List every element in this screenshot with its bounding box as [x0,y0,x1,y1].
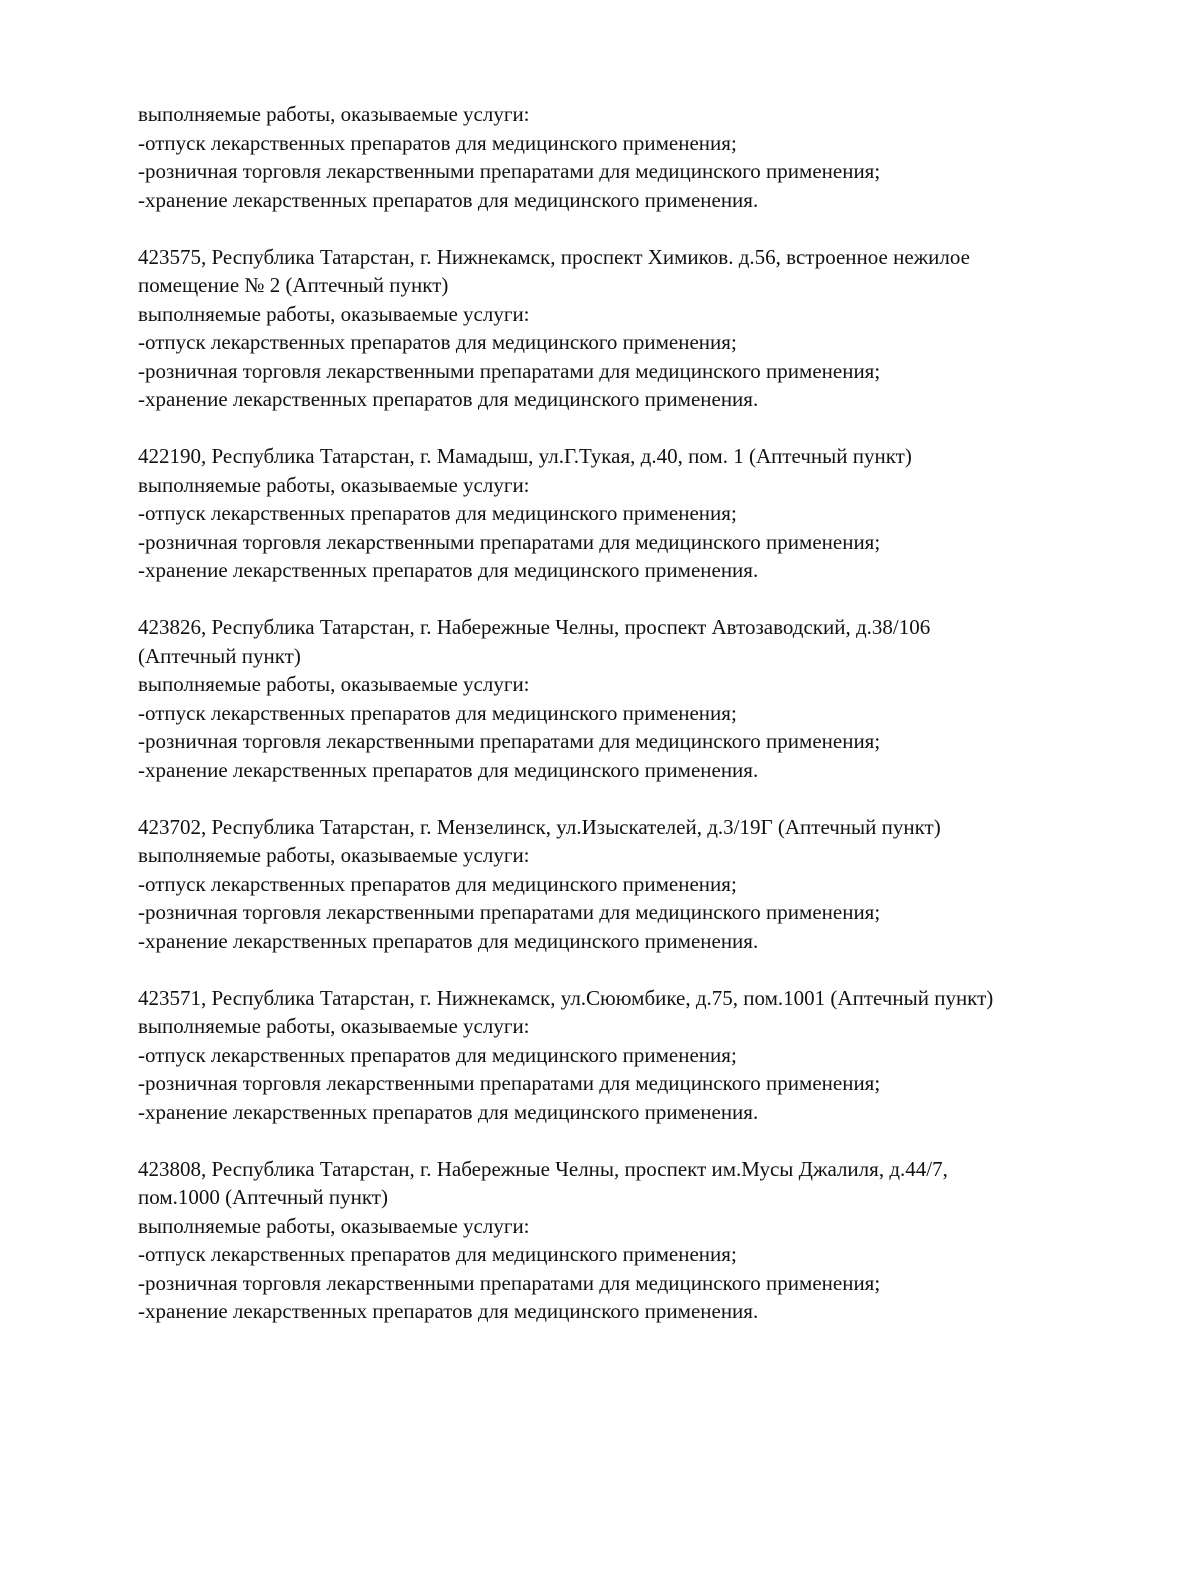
address-line: 423826, Республика Татарстан, г. Набережные Челны, проспект Автозаводский, д.38/106 [138,615,931,639]
intro-line: выполняемые работы, оказываемые услуги: [138,102,530,126]
service-item: -розничная торговля лекарственными препаратами для медицинского применения; [138,1270,881,1295]
document-page [138,100,1138,1354]
address-block-6 [138,1155,1138,1326]
address-line: помещение № 2 (Аптечный пункт) [138,273,449,297]
intro-services-block [138,100,1138,214]
services-heading: выполняемые работы, оказываемые услуги: [138,672,530,696]
address-line: 423575, Республика Татарстан, г. Нижнекамск, проспект Химиков. д.56, встроенное нежилое [138,244,970,269]
service-item: -хранение лекарственных препаратов для медицинского применения. [138,928,759,953]
address-block-4 [138,813,1138,956]
services-heading: выполняемые работы, оказываемые услуги: [138,472,530,497]
service-item: -розничная торговля лекарственными препаратами для медицинского применения; [138,1071,881,1095]
services-heading: выполняемые работы, оказываемые услуги: [138,1213,530,1238]
service-item: -отпуск лекарственных препаратов для медицинского применения; [138,1042,737,1067]
service-item: -отпуск лекарственных препаратов для медицинского применения; [138,700,737,725]
service-item: -розничная торговля лекарственными препаратами для медицинского применения; [138,529,881,554]
intro-line: -отпуск лекарственных препаратов для медицинского применения; [138,130,737,155]
address-line: 423808, Республика Татарстан, г. Набережные Челны, проспект им.Мусы Джалиля, д.44/7, [138,1156,948,1181]
service-item: -хранение лекарственных препаратов для медицинского применения. [138,1099,759,1124]
service-item: -розничная торговля лекарственными препаратами для медицинского применения; [138,729,881,753]
intro-line: -розничная торговля лекарственными препаратами для медицинского применения; [138,159,881,183]
service-item: -хранение лекарственных препаратов для медицинского применения. [138,387,759,411]
service-item: -отпуск лекарственных препаратов для медицинского применения; [138,330,737,354]
address-line: пом.1000 (Аптечный пункт) [138,1185,388,1209]
services-heading: выполняемые работы, оказываемые услуги: [138,301,530,326]
service-item: -отпуск лекарственных препаратов для медицинского применения; [138,871,737,896]
address-block-3 [138,613,1138,784]
address-line: (Аптечный пункт) [138,643,301,668]
address-block-5 [138,984,1138,1127]
address-block-2 [138,442,1138,585]
services-heading: выполняемые работы, оказываемые услуги: [138,843,530,867]
service-item: -хранение лекарственных препаратов для медицинского применения. [138,1299,759,1323]
service-item: -хранение лекарственных препаратов для медицинского применения. [138,558,759,582]
service-item: -розничная торговля лекарственными препаратами для медицинского применения; [138,358,881,383]
service-item: -хранение лекарственных препаратов для медицинского применения. [138,757,759,782]
address-line: 422190, Республика Татарстан, г. Мамадыш, ул.Г.Тукая, д.40, пом. 1 (Аптечный пункт) [138,444,912,468]
service-item: -отпуск лекарственных препаратов для медицинского применения; [138,501,737,525]
address-block-1 [138,243,1138,414]
service-item: -отпуск лекарственных препаратов для медицинского применения; [138,1242,737,1266]
intro-line: -хранение лекарственных препаратов для медицинского применения. [138,187,759,212]
address-line: 423702, Республика Татарстан, г. Мензелинск, ул.Изыскателей, д.3/19Г (Аптечный пункт) [138,814,941,839]
services-heading: выполняемые работы, оказываемые услуги: [138,1014,530,1038]
address-line: 423571, Республика Татарстан, г. Нижнекамск, ул.Сююмбике, д.75, пом.1001 (Аптечный пункт) [138,985,994,1010]
service-item: -розничная торговля лекарственными препаратами для медицинского применения; [138,900,881,924]
